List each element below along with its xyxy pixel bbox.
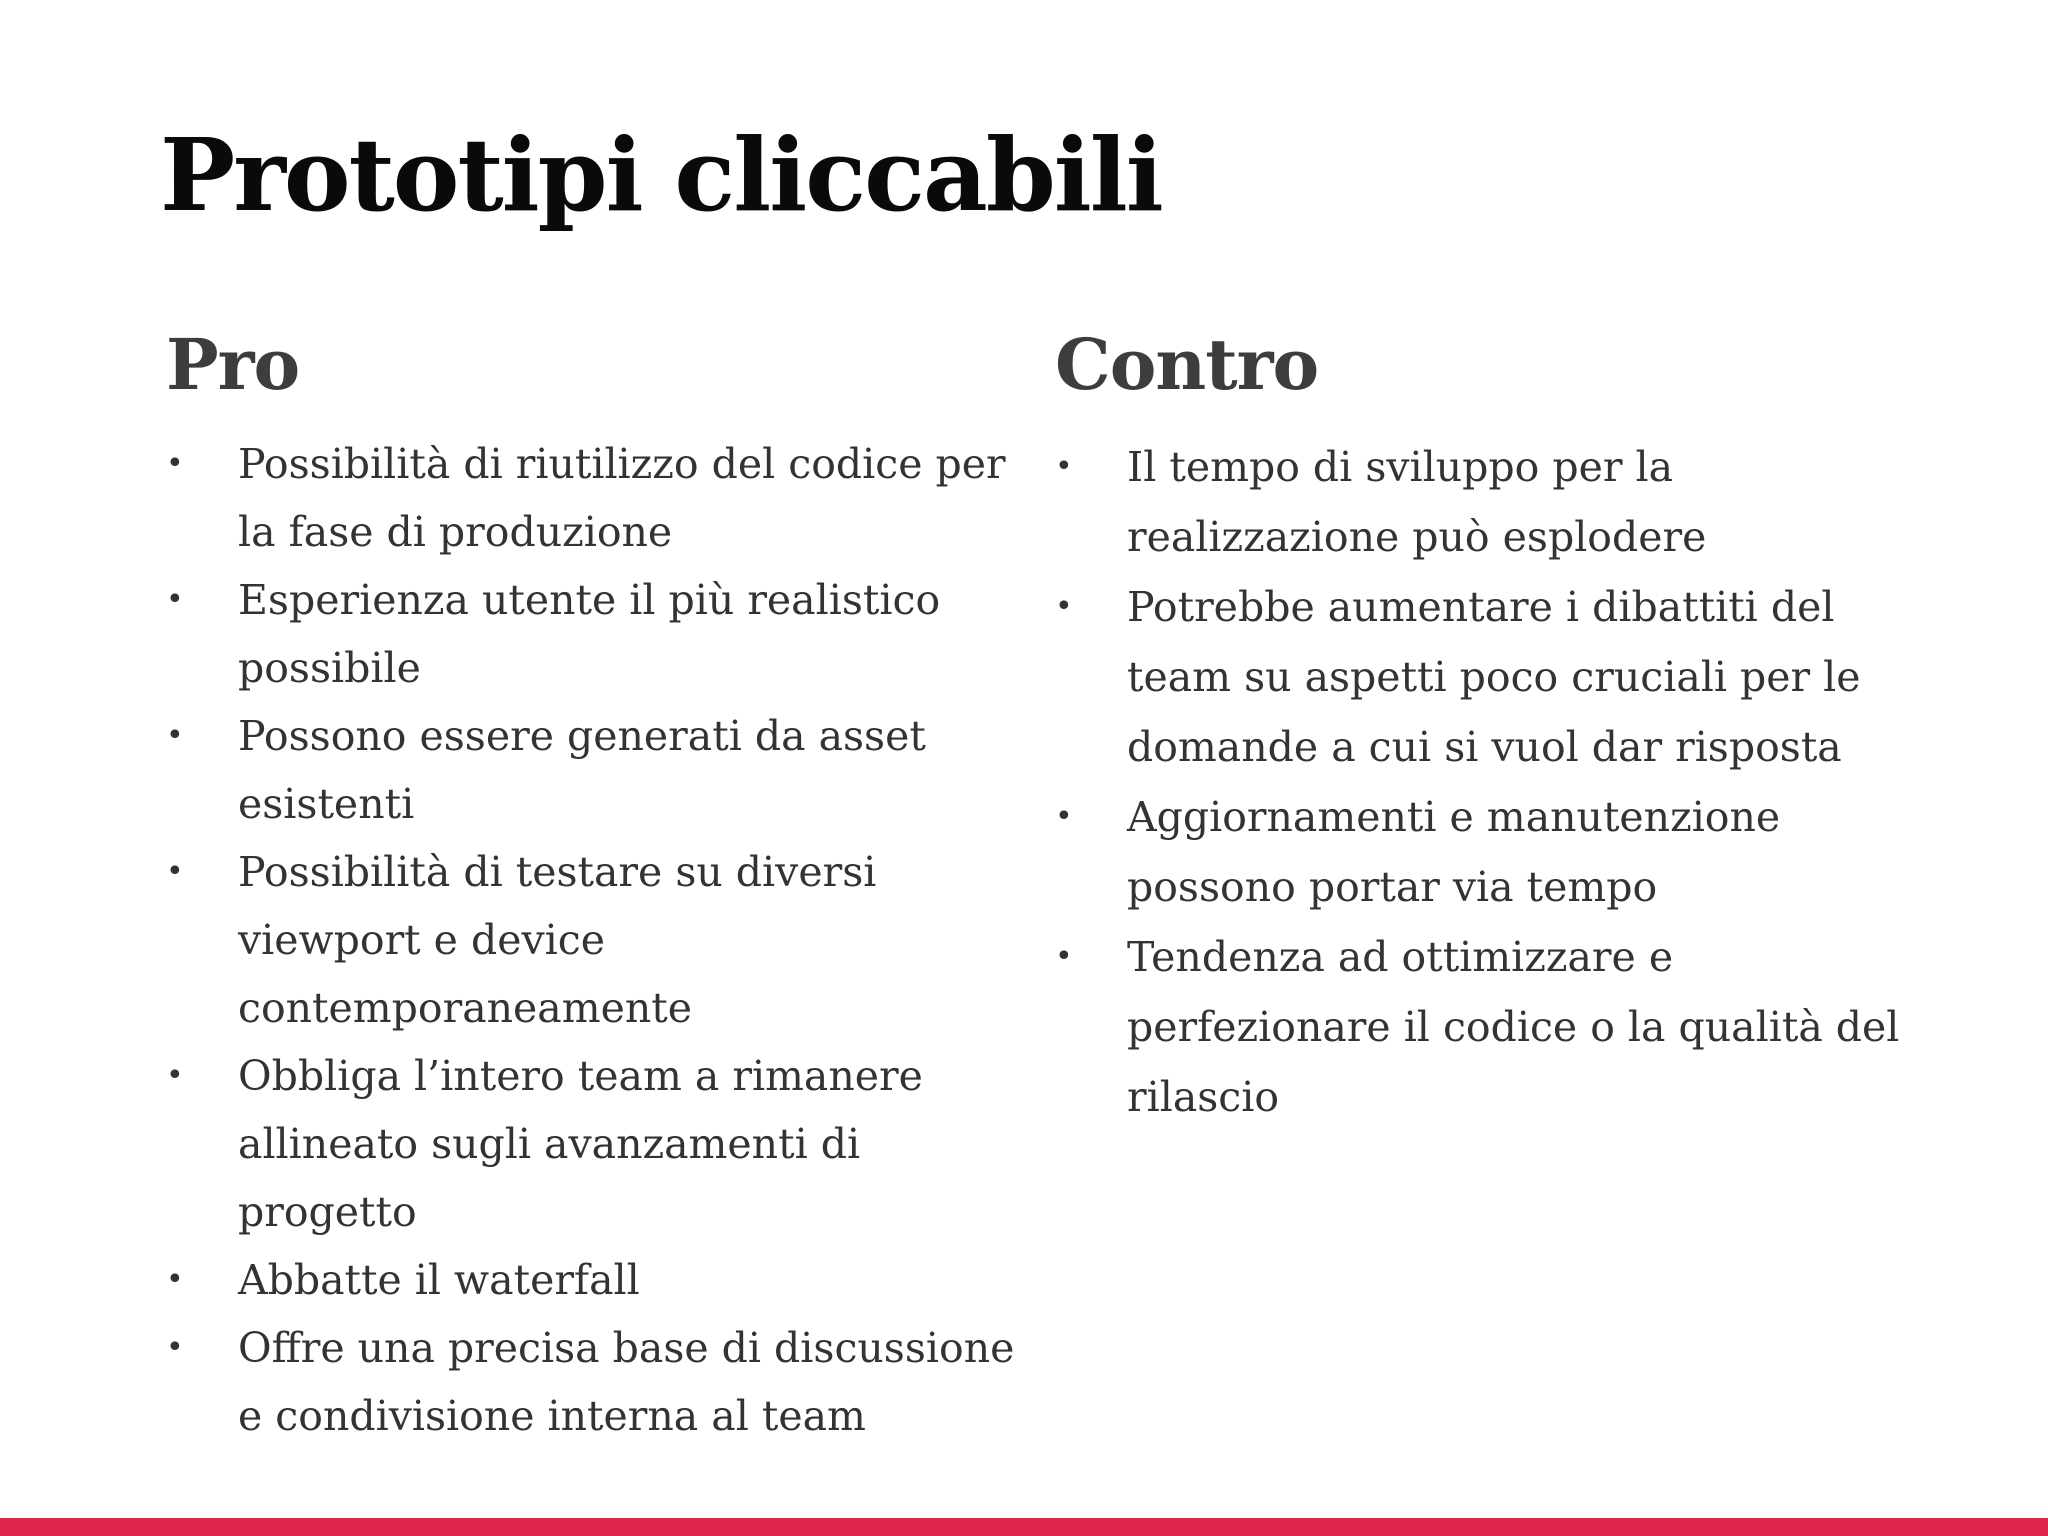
- contro-item: [1055, 782, 1915, 922]
- pro-item-text: Possibilità di riutilizzo del codice per la fase di produzione: [238, 440, 1006, 556]
- contro-item-text: Potrebbe aumentare i dibattiti del team su aspetti poco cruciali per le domande a cui si vuol dar risposta: [1127, 583, 1861, 771]
- contro-heading: Contro: [1055, 323, 1319, 406]
- bullet-icon: •: [1055, 799, 1073, 834]
- contro-item-text: Tendenza ad ottimizzare e perfezionare il codice o la qualità del rilascio: [1127, 933, 1900, 1121]
- pro-item: [166, 430, 1046, 566]
- pro-item: [166, 1314, 1046, 1450]
- pro-item: [166, 566, 1046, 702]
- pro-item: [166, 1246, 1046, 1314]
- bullet-icon: •: [166, 446, 184, 481]
- bullet-icon: •: [166, 854, 184, 889]
- contro-column: [1055, 320, 1915, 1132]
- pro-item-text: Obbliga l’intero team a rimanere allineato sugli avanzamenti di progetto: [238, 1052, 923, 1236]
- pro-item: [166, 1042, 1046, 1246]
- pro-item-text: Offre una precisa base di discussione e condivisione interna al team: [238, 1324, 1015, 1440]
- pro-item-text: Possibilità di testare su diversi viewport e device contemporaneamente: [238, 848, 877, 1032]
- bullet-icon: •: [1055, 589, 1073, 624]
- contro-item: [1055, 922, 1915, 1132]
- accent-bar: [0, 1518, 2048, 1536]
- contro-item: [1055, 432, 1915, 572]
- pro-item-text: Abbatte il waterfall: [238, 1256, 640, 1304]
- pro-item-text: Possono essere generati da asset esistenti: [238, 712, 926, 828]
- bullet-icon: •: [166, 1330, 184, 1365]
- pro-column: [166, 320, 1046, 1450]
- bullet-icon: •: [1055, 939, 1073, 974]
- pro-item: [166, 838, 1046, 1042]
- pro-list: [166, 430, 1046, 1450]
- pro-heading: Pro: [166, 323, 300, 406]
- bullet-icon: •: [1055, 449, 1073, 484]
- contro-list: [1055, 432, 1915, 1132]
- pro-item-text: Esperienza utente il più realistico possibile: [238, 576, 941, 692]
- contro-item-text: Aggiornamenti e manutenzione possono portar via tempo: [1127, 793, 1781, 911]
- pro-item: [166, 702, 1046, 838]
- bullet-icon: •: [166, 718, 184, 753]
- slide-title: Prototipi cliccabili: [160, 116, 1162, 234]
- bullet-icon: •: [166, 1262, 184, 1297]
- bullet-icon: •: [166, 582, 184, 617]
- contro-item: [1055, 572, 1915, 782]
- bullet-icon: •: [166, 1058, 184, 1093]
- contro-item-text: Il tempo di sviluppo per la realizzazione può esplodere: [1127, 443, 1707, 561]
